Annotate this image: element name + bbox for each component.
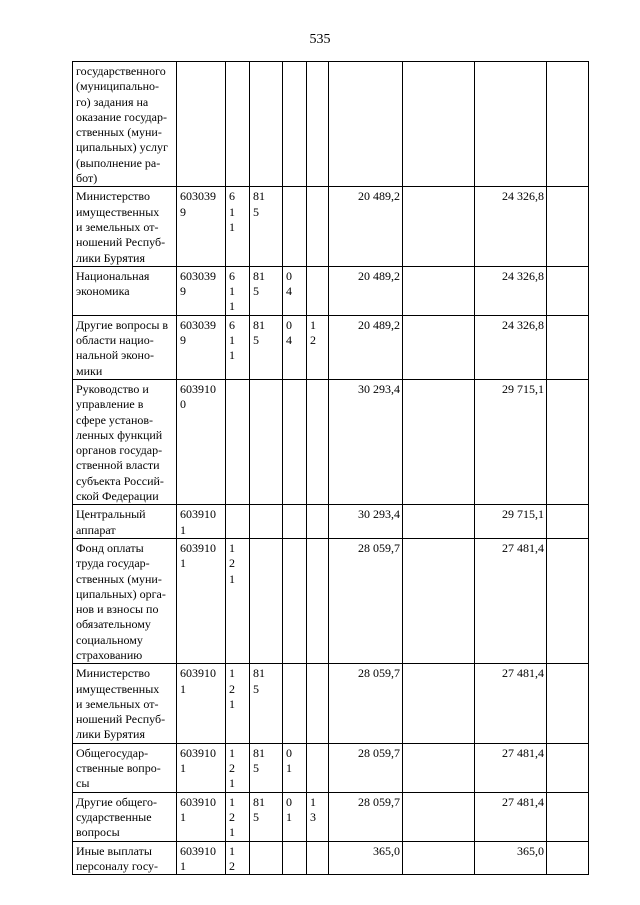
ministry-code-text: 6 1 1	[229, 189, 235, 234]
section-code-text: 81 5	[253, 317, 265, 348]
amount-1-cell	[329, 664, 403, 743]
empty-cell	[403, 505, 475, 539]
amount-1-text: 28 059,7	[358, 794, 400, 809]
empty-cell	[403, 664, 475, 743]
amount-2-cell	[475, 792, 547, 841]
empty-cell	[547, 379, 589, 504]
target-code-cell	[177, 315, 226, 379]
subsection-code-cell	[283, 266, 307, 315]
empty-cell	[547, 538, 589, 663]
row-name-text: Министерство имущественных и земельных от- ношений Респуб- лики Бурятия	[76, 666, 166, 742]
ministry-code-cell	[226, 266, 250, 315]
empty-cell	[403, 62, 475, 187]
row-name-text: Центральный аппарат	[76, 507, 146, 537]
amount-1-text: 28 059,7	[358, 745, 400, 760]
subsection-code-cell	[283, 379, 307, 504]
empty-cell	[403, 841, 475, 875]
amount-2-text: 27 481,4	[502, 540, 544, 555]
amount-2-text: 27 481,4	[502, 794, 544, 809]
budget-table-body	[73, 62, 589, 875]
amount-2-text: 24 326,8	[502, 189, 544, 204]
amount-2-text: 24 326,8	[502, 268, 544, 283]
table-row	[73, 505, 589, 539]
section-code-cell	[250, 792, 283, 841]
target-code-cell	[177, 538, 226, 663]
empty-cell	[547, 505, 589, 539]
section-code-cell	[250, 664, 283, 743]
section-code-cell	[250, 62, 283, 187]
section-code-cell	[250, 266, 283, 315]
empty-cell	[547, 266, 589, 315]
class-code-cell	[307, 266, 329, 315]
amount-2-cell	[475, 187, 547, 266]
target-code-cell	[177, 62, 226, 187]
amount-2-cell	[475, 841, 547, 875]
empty-cell	[547, 841, 589, 875]
section-code-cell	[250, 841, 283, 875]
amount-1-text: 20 489,2	[358, 268, 400, 283]
amount-2-text: 27 481,4	[502, 745, 544, 760]
ministry-code-cell	[226, 505, 250, 539]
empty-cell	[547, 792, 589, 841]
table-row	[73, 538, 589, 663]
target-code-cell	[177, 266, 226, 315]
subsection-code-cell	[283, 62, 307, 187]
ministry-code-text: 1 2 1	[229, 794, 235, 840]
empty-cell	[547, 664, 589, 743]
target-code-text: 603910 1	[180, 666, 216, 696]
amount-2-cell	[475, 743, 547, 792]
subsection-code-cell	[283, 792, 307, 841]
section-code-text: 81 5	[253, 666, 265, 696]
empty-cell	[547, 62, 589, 187]
subsection-code-text: 0 4	[286, 317, 292, 348]
amount-1-text: 28 059,7	[358, 666, 400, 681]
class-code-cell	[307, 538, 329, 663]
row-name-cell	[73, 664, 177, 743]
amount-2-cell	[475, 664, 547, 743]
amount-1-cell	[329, 743, 403, 792]
empty-cell	[403, 379, 475, 504]
class-code-cell	[307, 743, 329, 792]
ministry-code-text: 1 2	[229, 843, 235, 873]
class-code-cell	[307, 664, 329, 743]
ministry-code-text: 6 1 1	[229, 317, 235, 363]
row-name-text: Другие общего- сударственные вопросы	[76, 794, 157, 840]
row-name-text: Общегосудар- ственные вопро- сы	[76, 745, 161, 791]
section-code-cell	[250, 505, 283, 539]
row-name-cell	[73, 379, 177, 504]
amount-2-cell	[475, 315, 547, 379]
section-code-cell	[250, 187, 283, 266]
subsection-code-text: 0 4	[286, 268, 292, 299]
row-name-text: Фонд оплаты труда государ- ственных (муни- ципальных) орга- нов и взносы по обязательному социальному страхованию	[76, 540, 166, 662]
empty-cell	[547, 315, 589, 379]
subsection-code-cell	[283, 664, 307, 743]
amount-1-cell	[329, 841, 403, 875]
empty-cell	[403, 266, 475, 315]
amount-1-text: 20 489,2	[358, 317, 400, 332]
target-code-cell	[177, 505, 226, 539]
section-code-text: 81 5	[253, 268, 265, 299]
ministry-code-text: 6 1 1	[229, 268, 235, 314]
amount-1-text: 30 293,4	[358, 381, 400, 396]
class-code-cell	[307, 841, 329, 875]
table-row	[73, 379, 589, 504]
section-code-text: 81 5	[253, 189, 265, 219]
amount-1-text: 30 293,4	[358, 507, 400, 522]
empty-cell	[403, 187, 475, 266]
target-code-text: 603910 1	[180, 843, 216, 873]
section-code-text: 81 5	[253, 745, 265, 776]
ministry-code-cell	[226, 62, 250, 187]
amount-1-cell	[329, 538, 403, 663]
table-row	[73, 266, 589, 315]
amount-2-cell	[475, 505, 547, 539]
target-code-cell	[177, 841, 226, 875]
class-code-cell	[307, 792, 329, 841]
row-name-cell	[73, 792, 177, 841]
empty-cell	[403, 315, 475, 379]
amount-2-text: 27 481,4	[502, 666, 544, 681]
target-code-cell	[177, 664, 226, 743]
ministry-code-text: 1 2 1	[229, 666, 235, 711]
ministry-code-cell	[226, 379, 250, 504]
target-code-text: 603910 1	[180, 540, 216, 571]
ministry-code-text: 1 2 1	[229, 745, 235, 791]
empty-cell	[403, 743, 475, 792]
amount-2-cell	[475, 266, 547, 315]
section-code-cell	[250, 315, 283, 379]
subsection-code-cell	[283, 538, 307, 663]
subsection-code-cell	[283, 743, 307, 792]
target-code-cell	[177, 187, 226, 266]
row-name-text: Национальная экономика	[76, 268, 150, 299]
row-name-cell	[73, 315, 177, 379]
table-row	[73, 664, 589, 743]
ministry-code-cell	[226, 664, 250, 743]
target-code-cell	[177, 743, 226, 792]
empty-cell	[547, 743, 589, 792]
ministry-code-cell	[226, 792, 250, 841]
table-row	[73, 187, 589, 266]
table-row	[73, 792, 589, 841]
amount-2-text: 29 715,1	[502, 507, 544, 522]
target-code-text: 603910 1	[180, 794, 216, 824]
table-row	[73, 841, 589, 875]
subsection-code-cell	[283, 841, 307, 875]
target-code-text: 603910 1	[180, 507, 216, 537]
empty-cell	[403, 792, 475, 841]
target-code-cell	[177, 792, 226, 841]
ministry-code-cell	[226, 841, 250, 875]
amount-1-cell	[329, 62, 403, 187]
section-code-cell	[250, 538, 283, 663]
amount-1-cell	[329, 266, 403, 315]
empty-cell	[547, 187, 589, 266]
amount-2-cell	[475, 379, 547, 504]
section-code-cell	[250, 743, 283, 792]
target-code-text: 603039 9	[180, 317, 216, 348]
subsection-code-text: 0 1	[286, 745, 292, 776]
row-name-text: Руководство и управление в сфере установ- ленных функций органов государ- ственной власти субъекта Россий- ской Федерации	[76, 381, 164, 504]
ministry-code-cell	[226, 743, 250, 792]
class-code-text: 1 3	[310, 794, 316, 824]
budget-table	[72, 61, 589, 875]
amount-2-cell	[475, 62, 547, 187]
class-code-cell	[307, 379, 329, 504]
section-code-cell	[250, 379, 283, 504]
row-name-cell	[73, 505, 177, 539]
class-code-cell	[307, 187, 329, 266]
class-code-cell	[307, 505, 329, 539]
row-name-text: Другие вопросы в области нацио- нальной эконо- мики	[76, 317, 169, 378]
target-code-text: 603039 9	[180, 189, 216, 219]
amount-1-cell	[329, 379, 403, 504]
target-code-text: 603910 0	[180, 381, 216, 412]
section-code-text: 81 5	[253, 794, 265, 824]
amount-1-cell	[329, 187, 403, 266]
page-number: 535	[309, 32, 331, 47]
ministry-code-cell	[226, 538, 250, 663]
amount-1-text: 28 059,7	[358, 540, 400, 555]
amount-1-text: 20 489,2	[358, 189, 400, 204]
row-name-cell	[73, 841, 177, 875]
target-code-cell	[177, 379, 226, 504]
amount-1-cell	[329, 505, 403, 539]
amount-2-text: 29 715,1	[502, 381, 544, 396]
ministry-code-text: 1 2 1	[229, 540, 235, 586]
amount-2-text: 365,0	[517, 843, 544, 858]
target-code-text: 603910 1	[180, 745, 216, 776]
subsection-code-cell	[283, 315, 307, 379]
subsection-code-cell	[283, 505, 307, 539]
class-code-text: 1 2	[310, 317, 316, 348]
row-name-cell	[73, 62, 177, 187]
table-row	[73, 315, 589, 379]
table-row	[73, 62, 589, 187]
amount-2-cell	[475, 538, 547, 663]
class-code-cell	[307, 62, 329, 187]
amount-1-cell	[329, 315, 403, 379]
row-name-cell	[73, 266, 177, 315]
row-name-cell	[73, 538, 177, 663]
subsection-code-cell	[283, 187, 307, 266]
ministry-code-cell	[226, 315, 250, 379]
target-code-text: 603039 9	[180, 268, 216, 299]
row-name-text: Иные выплаты персоналу госу-	[76, 843, 159, 873]
row-name-cell	[73, 743, 177, 792]
amount-1-cell	[329, 792, 403, 841]
row-name-text: государственного (муниципально- го) задания на оказание государ- ственных (муни- ципальных) услуг (выполнение ра- бот)	[76, 64, 168, 186]
row-name-cell	[73, 187, 177, 266]
amount-1-text: 365,0	[373, 843, 400, 858]
subsection-code-text: 0 1	[286, 794, 292, 824]
row-name-text: Министерство имущественных и земельных от- ношений Респуб- лики Бурятия	[76, 189, 166, 265]
empty-cell	[403, 538, 475, 663]
amount-2-text: 24 326,8	[502, 317, 544, 332]
ministry-code-cell	[226, 187, 250, 266]
class-code-cell	[307, 315, 329, 379]
table-row	[73, 743, 589, 792]
